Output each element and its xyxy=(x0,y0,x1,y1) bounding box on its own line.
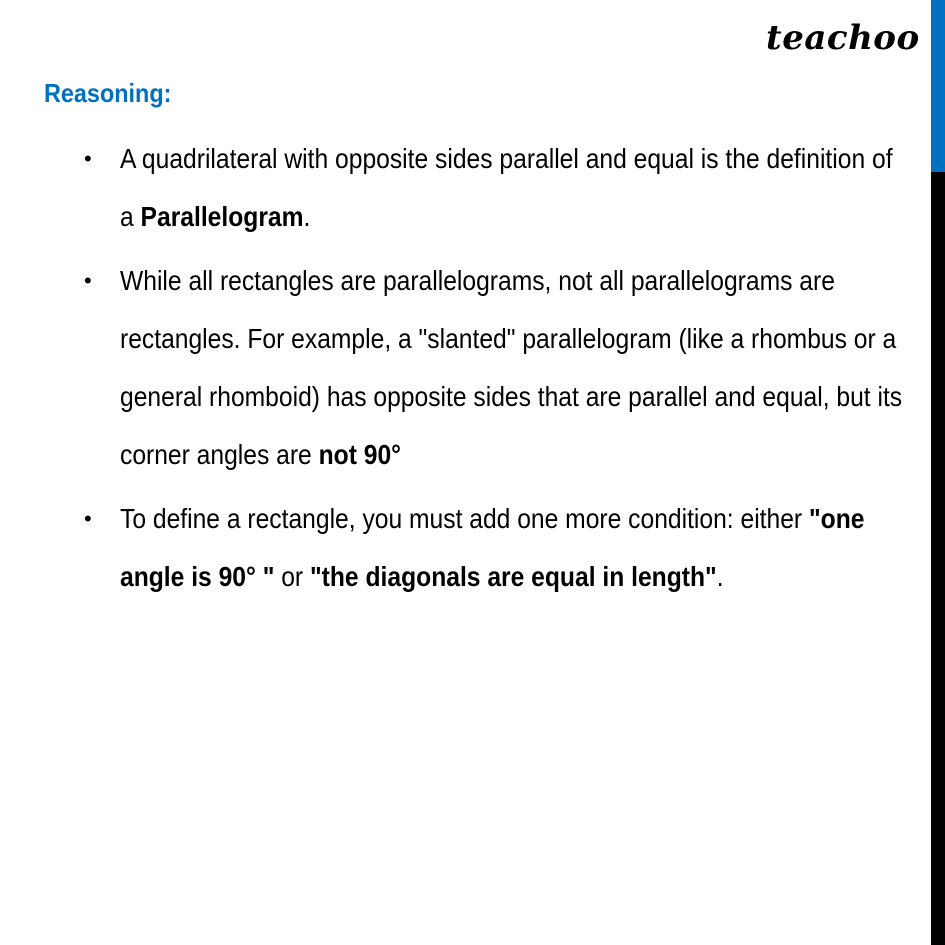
bullet-text xyxy=(120,252,903,484)
text-run: or xyxy=(274,561,310,592)
text-run: While all rectangles are parallelograms, not all parallelograms are rectangles. For example, a "slanted" parallelogram (like a rhombus or a general rhomboid) has opposite sides that are parallel and equal, but its corner angles are xyxy=(120,265,903,470)
text-run-bold: "the diagonals are equal in length" xyxy=(309,561,717,592)
section-heading: Reasoning: xyxy=(44,78,172,108)
text-run: A quadrilateral with opposite sides parallel and equal is the definition of a xyxy=(120,143,893,232)
bullet-text xyxy=(120,130,903,246)
bullet-dot-icon: • xyxy=(84,268,92,293)
text-run-bold: "one angle is 90° " xyxy=(120,503,865,592)
bullet-list xyxy=(84,130,944,612)
bullet-item xyxy=(84,490,944,606)
bullet-dot-icon: • xyxy=(84,146,92,171)
text-run-bold: Parallelogram xyxy=(140,201,304,232)
text-run: . xyxy=(716,561,724,592)
bullet-item xyxy=(84,130,944,246)
text-run: . xyxy=(303,201,311,232)
teachoo-logo: teachoo xyxy=(766,18,920,58)
bullet-text xyxy=(120,490,903,606)
text-run-bold: not 90° xyxy=(318,439,402,470)
bullet-dot-icon: • xyxy=(84,506,92,531)
bullet-item xyxy=(84,252,944,484)
text-run: To define a rectangle, you must add one more condition: either xyxy=(120,503,809,534)
